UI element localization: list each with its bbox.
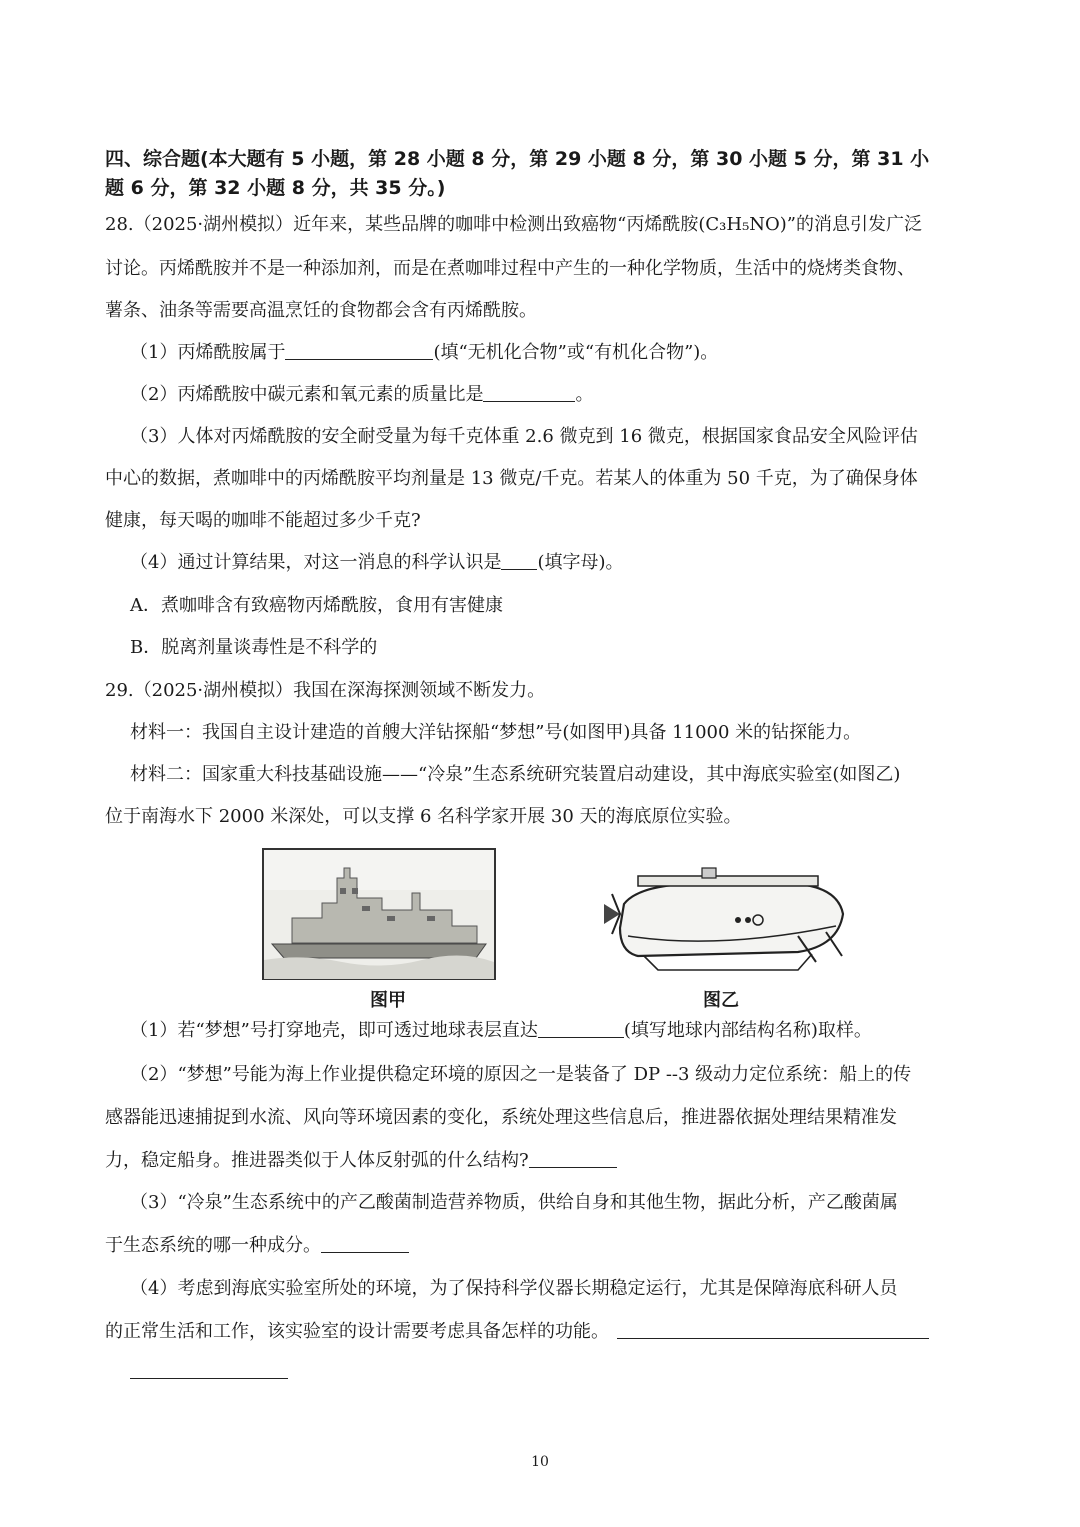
q29-part2-line2: 感器能迅速捕捉到水流、风向等环境因素的变化，系统处理这些信息后，推进器依据处理结果精准发 [105, 1107, 897, 1128]
q28-part1-hint: (填“无机化合物”或“有机化合物”)。 [433, 342, 719, 363]
answer-blank-continued[interactable] [130, 1378, 288, 1379]
q28-part1-prompt: （1）丙烯酰胺属于 [130, 342, 286, 363]
q29-part3-line2 [105, 1233, 409, 1259]
figure-caption-a: 图甲 [370, 990, 406, 1011]
q28-part4-prompt: （4）通过计算结果，对这一消息的科学认识是 [130, 552, 502, 573]
submersible-figure [598, 866, 850, 976]
q29-part4-line2 [105, 1319, 929, 1345]
q29-material2-line2: 位于南海水下 2000 米深处，可以支撑 6 名科学家开展 30 天的海底原位实验。 [105, 806, 742, 827]
q29-material1: 材料一：我国自主设计建造的首艘大洋钻探船“梦想”号(如图甲)具备 11000 米的钻探能力。 [130, 722, 862, 743]
q28-intro-line2: 讨论。丙烯酰胺并不是一种添加剂，而是在煮咖啡过程中产生的一种化学物质，生活中的烧烤类食物、 [105, 258, 915, 279]
q29-intro: 29.（2025·湖州模拟）我国在深海探测领域不断发力。 [105, 680, 546, 701]
answer-blank[interactable] [285, 341, 433, 360]
q29-part1 [130, 1018, 872, 1044]
section-heading-line2: 题 6 分，第 32 小题 8 分，共 35 分。) [105, 177, 446, 199]
answer-blank[interactable] [617, 1320, 929, 1339]
q28-option-b: B．脱离剂量谈毒性是不科学的 [130, 637, 378, 658]
figure-caption-b: 图乙 [703, 990, 739, 1011]
q28-option-a: A．煮咖啡含有致癌物丙烯酰胺，食用有害健康 [130, 595, 503, 616]
section-heading-line1: 四、综合题(本大题有 5 小题，第 28 小题 8 分，第 29 小题 8 分，第 30 小题 5 分，第 31 小 [105, 148, 930, 170]
answer-blank[interactable] [483, 383, 575, 402]
q28-part4-hint: (填字母)。 [537, 552, 624, 573]
q29-part3-line1: （3）“冷泉”生态系统中的产乙酸菌制造营养物质，供给自身和其他生物，据此分析，产乙酸菌属 [130, 1192, 898, 1213]
q29-part4-line1: （4）考虑到海底实验室所处的环境，为了保持科学仪器长期稳定运行，尤其是保障海底科研人员 [130, 1278, 898, 1299]
q29-material2-line1: 材料二：国家重大科技基础设施——“冷泉”生态系统研究装置启动建设，其中海底实验室(如图乙) [130, 764, 901, 785]
q29-part3-prompt: 于生态系统的哪一种成分。 [105, 1235, 321, 1256]
q29-part1-hint: (填写地球内部结构名称)取样。 [623, 1020, 872, 1041]
ship-figure [262, 848, 496, 980]
q28-part3-line1: （3）人体对丙烯酰胺的安全耐受量为每千克体重 2.6 微克到 16 微克，根据国家食品安全风险评估 [130, 426, 918, 447]
q28-intro-line3: 薯条、油条等需要高温烹饪的食物都会含有丙烯酰胺。 [105, 300, 537, 321]
q28-part2-prompt: （2）丙烯酰胺中碳元素和氧元素的质量比是 [130, 384, 484, 405]
q28-part2 [130, 382, 593, 408]
q28-intro-line1: 28.（2025·湖州模拟）近年来，某些品牌的咖啡中检测出致癌物“丙烯酰胺(C₃H₅NO)”的消息引发广泛 [105, 214, 923, 235]
q28-part3-line3: 健康，每天喝的咖啡不能超过多少千克? [105, 510, 421, 531]
q29-part2-line3 [105, 1148, 617, 1174]
q29-part2-prompt: 力，稳定船身。推进器类似于人体反射弧的什么结构? [105, 1150, 529, 1171]
q29-part2-line1: （2）“梦想”号能为海上作业提供稳定环境的原因之一是装备了 DP --3 级动力定位系统：船上的传 [130, 1064, 912, 1085]
page-number: 10 [531, 1454, 549, 1470]
q28-part1 [130, 340, 718, 366]
q28-part2-end: 。 [575, 384, 594, 405]
answer-blank[interactable] [321, 1234, 409, 1253]
q28-part4 [130, 550, 624, 576]
answer-blank[interactable] [501, 551, 537, 570]
answer-blank[interactable] [529, 1149, 617, 1168]
q28-part3-line2: 中心的数据，煮咖啡中的丙烯酰胺平均剂量是 13 微克/千克。若某人的体重为 50 千克，为了确保身体 [105, 468, 918, 489]
q29-part1-prompt: （1）若“梦想”号打穿地壳，即可透过地球表层直达 [130, 1020, 538, 1041]
q29-part4-prompt: 的正常生活和工作，该实验室的设计需要考虑具备怎样的功能。 [105, 1321, 609, 1342]
answer-blank[interactable] [538, 1019, 624, 1038]
